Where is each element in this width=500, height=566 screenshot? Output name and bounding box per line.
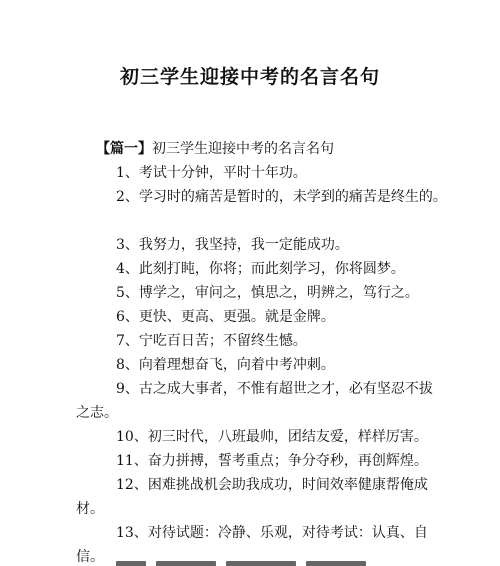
quote-line-13-continued: 信。 xyxy=(76,549,104,565)
quote-line-7: 7、宁吃百日苦；不留终生憾。 xyxy=(116,333,307,349)
quote-line-5: 5、博学之，审问之，慎思之，明辨之，笃行之。 xyxy=(116,285,419,301)
quote-line-6: 6、更快、更高、更强。就是金牌。 xyxy=(116,309,335,325)
quote-line-13: 13、对待试题：冷静、乐观，对待考试：认真、自 xyxy=(116,525,428,541)
quote-line-11: 11、奋力拼搏，誓考重点；争分夺秒，再创辉煌。 xyxy=(116,453,428,469)
text-fragment xyxy=(226,561,296,566)
text-fragment xyxy=(306,561,366,566)
section-title: 初三学生迎接中考的名言名句 xyxy=(152,141,334,157)
quote-line-9: 9、古之成大事者，不惟有超世之才，必有坚忍不拔 xyxy=(116,381,433,397)
quote-line-3: 3、我努力，我坚持，我一定能成功。 xyxy=(116,237,349,253)
section-heading xyxy=(96,138,334,158)
text-fragment xyxy=(116,561,146,566)
quote-line-12: 12、困难挑战机会助我成功，时间效率健康帮俺成 xyxy=(116,477,428,493)
quote-line-4: 4、此刻打盹，你将；而此刻学习，你将圆梦。 xyxy=(116,261,405,277)
quote-line-10: 10、初三时代，八班最帅，团结友爱，样样厉害。 xyxy=(116,429,428,445)
text-fragment xyxy=(156,561,216,566)
section-label: 【篇一】 xyxy=(96,141,152,157)
quote-line-12-continued: 材。 xyxy=(76,501,104,517)
quote-line-8: 8、向着理想奋飞，向着中考冲刺。 xyxy=(116,357,335,373)
quote-line-1: 1、考试十分钟，平时十年功。 xyxy=(116,165,307,181)
quote-line-2: 2、学习时的痛苦是暂时的，未学到的痛苦是终生的。 xyxy=(116,189,447,205)
document-title: 初三学生迎接中考的名言名句 xyxy=(119,66,380,88)
quote-line-9-continued: 之志。 xyxy=(76,405,118,421)
